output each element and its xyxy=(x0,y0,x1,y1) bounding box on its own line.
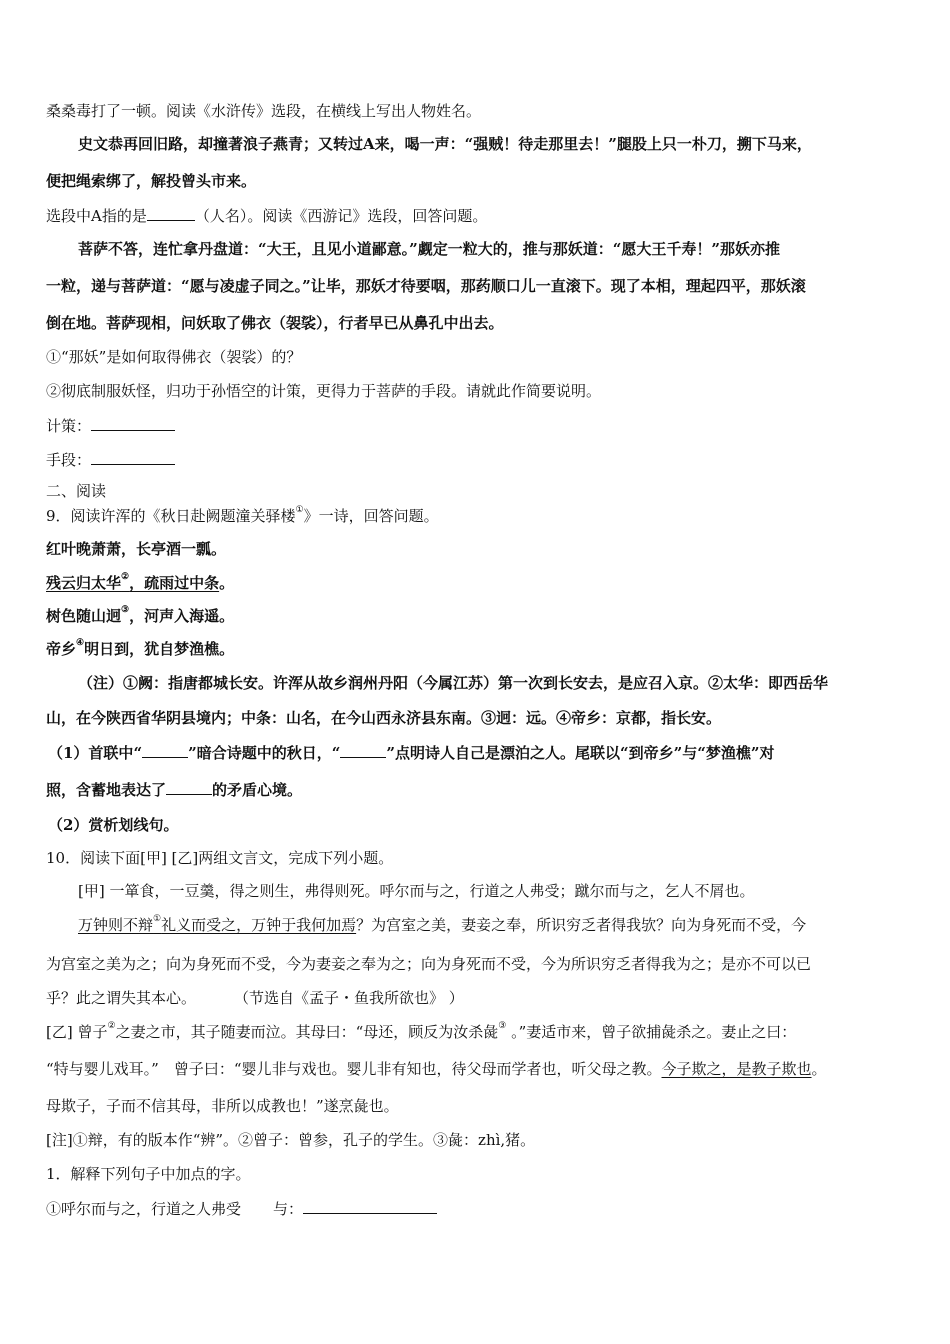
strategy-answer-line xyxy=(46,414,175,437)
question-9-text: 9．阅读许浑的《秋日赴阙题潼关驿楼 xyxy=(46,507,296,525)
sub-question-1: 1．解释下列句子中加点的字。 xyxy=(46,1165,251,1183)
question-item-2: ②彻底制服妖怪，归功于孙悟空的计策，更得力于菩萨的手段。请就此作简要说明。 xyxy=(46,382,602,400)
poem-line-3-part-1: 树色随山迥 xyxy=(46,607,122,625)
poem-line-2-period: 。 xyxy=(219,574,235,592)
footnote-marker: ① xyxy=(153,914,162,924)
underlined-poem-line xyxy=(46,574,219,592)
question-item-1: ①“那妖”是如何取得佛衣（袈裟）的？ xyxy=(46,348,302,366)
xiyou-excerpt-line-3: 倒在地。菩萨现相，问妖取了佛衣（袈裟），行者早已从鼻孔中出去。 xyxy=(46,314,504,332)
poem-line-2-part-1: 残云归太华 xyxy=(46,574,122,592)
question-a-prefix: 选段中A指的是 xyxy=(46,207,147,225)
question-9-prompt xyxy=(46,505,439,527)
answer-blank-season[interactable] xyxy=(142,741,188,758)
passage-yi-line-1 xyxy=(46,1021,796,1043)
question-9-1-text-b: ”暗合诗题中的秋日，“ xyxy=(188,744,341,762)
question-10-prompt: 10．阅读下面[甲] [乙]两组文言文，完成下列小题。 xyxy=(46,849,394,867)
xiyou-excerpt-line-2: 一粒，递与菩萨道：“愿与凌虚子同之。”让毕，那妖才待要咽，那药顺口儿一直滚下。现了本相，理起四平，那妖滚 xyxy=(46,277,806,295)
question-9-1-text-e: 的矛盾心境。 xyxy=(212,781,303,799)
question-a-line xyxy=(46,204,487,227)
xiyou-excerpt-line-1: 菩萨不答，连忙拿丹盘道：“大王，且见小道鄙意。”觑定一粒大的，推与那妖道：“愿大王千寿！”那妖亦推 xyxy=(78,240,781,258)
passage-jia-underline-b: 礼义而受之，万钟于我何加焉 xyxy=(161,916,357,934)
passage-jia-line-2-rest: ？为宫室之美，妻妾之奉，所识穷乏者得我欤？向为身死而不受，今 xyxy=(356,916,807,934)
strategy-label: 计策： xyxy=(46,417,92,435)
question-9-1-line-2 xyxy=(46,778,302,801)
poem-line-2-part-2: ，疏雨过中条 xyxy=(129,574,220,592)
poem-line-4-part-1: 帝乡 xyxy=(46,640,77,658)
poem-line-1: 红叶晚萧萧，长亭酒一瓢。 xyxy=(46,540,227,558)
shuihu-excerpt-line-2: 便把绳索绑了，解投曾头市来。 xyxy=(46,172,257,190)
question-9-1-text-a: （1）首联中“ xyxy=(48,744,143,762)
answer-blank-mood[interactable] xyxy=(166,778,212,795)
poem-notes-line-2: 山，在今陕西省华阴县境内；中条：山名，在今山西永济县东南。③迥：远。④帝乡：京都，指长安。 xyxy=(46,709,722,727)
passage-jia-line-4 xyxy=(46,987,464,1009)
passage-jia-line-1: [甲] 一箪食，一豆羹，得之则生，弗得则死。呼尔而与之，行道之人弗受；蹴尔而与之，乞人不屑也。 xyxy=(78,882,755,900)
sub-question-1-item-1 xyxy=(46,1197,437,1220)
passage-yi-line-2 xyxy=(46,1058,827,1080)
section-heading-reading: 二、阅读 xyxy=(46,482,107,500)
passage-jia-line-3: 为宫室之美为之；向为身死而不受，今为妻妾之奉为之；向为身死而不受，今为所识穷乏者得我为之；是亦不可以已 xyxy=(46,955,812,973)
strategy-answer-blank[interactable] xyxy=(91,414,175,431)
sub-question-1-sentence: ①呼尔而与之，行道之人弗受 xyxy=(46,1200,242,1218)
passage-yi-text-b: 之妻之市，其子随妻而泣。其母曰：“母还，顾反为汝杀彘 xyxy=(115,1023,499,1041)
passage-yi-text-c: 。”妻适市来，曾子欲捕彘杀之。妻止之曰： xyxy=(506,1023,797,1041)
annotation-note: [注]①辩，有的版本作“辨”。②曾子：曾参，孔子的学生。③彘：zhì,猪。 xyxy=(46,1131,536,1149)
question-9-1-text-d: 照，含蓄地表达了 xyxy=(46,781,167,799)
poem-line-4 xyxy=(46,638,234,660)
question-9-text-end: 》一诗，回答问题。 xyxy=(303,507,439,525)
poem-line-3-part-2: ，河声入海遥。 xyxy=(129,607,235,625)
poem-line-4-part-2: 明日到，犹自梦渔樵。 xyxy=(84,640,235,658)
passage-yi-text-d: “特与婴儿戏耳。” 曾子曰：“婴儿非与戏也。婴儿非有知也，待父母而学者也，听父母之教。 xyxy=(46,1060,662,1078)
passage-jia-source: （节选自《孟子・鱼我所欲也》 ） xyxy=(234,989,464,1007)
underlined-classical-sentence-yi: 今子欺之，是教子欺也 xyxy=(661,1060,812,1078)
footnote-marker: ② xyxy=(121,572,130,582)
poem-line-2 xyxy=(46,572,234,594)
footnote-marker: ② xyxy=(107,1021,116,1031)
question-9-1-line-1 xyxy=(48,741,775,764)
method-answer-blank[interactable] xyxy=(91,448,175,465)
shuihu-excerpt-line-1: 史文恭再回旧路，却撞著浪子燕青；又转过A来，喝一声：“强贼！待走那里去！”腿股上只一朴刀，搠下马来， xyxy=(78,135,812,153)
passage-jia-ending: 乎？此之谓失其本心。 xyxy=(46,989,197,1007)
text-line-1: 桑桑毒打了一顿。阅读《水浒传》选段，在横线上写出人物姓名。 xyxy=(46,102,482,120)
answer-blank-a[interactable] xyxy=(147,204,195,221)
answer-blank-wanderer[interactable] xyxy=(340,741,386,758)
passage-yi-line-3: 母欺子，子而不信其母，非所以成教也！”遂烹彘也。 xyxy=(46,1097,399,1115)
method-label: 手段： xyxy=(46,451,92,469)
footnote-marker: ④ xyxy=(76,638,85,648)
question-9-1-text-c: ”点明诗人自己是漂泊之人。尾联以“到帝乡”与“梦渔樵”对 xyxy=(386,744,775,762)
method-answer-line xyxy=(46,448,175,471)
passage-yi-period: 。 xyxy=(811,1060,827,1078)
question-a-suffix: （人名）。阅读《西游记》选段，回答问题。 xyxy=(194,207,488,225)
poem-line-3 xyxy=(46,605,234,627)
footnote-marker: ① xyxy=(295,505,304,515)
passage-yi-text-a: [乙] 曾子 xyxy=(46,1023,108,1041)
footnote-marker: ③ xyxy=(121,605,130,615)
question-9-2: （2）赏析划线句。 xyxy=(48,816,179,834)
passage-jia-line-2 xyxy=(78,914,806,936)
underlined-classical-sentence xyxy=(78,916,356,934)
poem-notes-line-1: （注）①阙：指唐都城长安。许浑从故乡润州丹阳（今属江苏）第一次到长安去，是应召入京。②太华：即西岳华 xyxy=(78,674,829,692)
answer-blank-yu[interactable] xyxy=(303,1197,437,1214)
sub-question-1-label: 与： xyxy=(273,1200,304,1218)
footnote-marker: ③ xyxy=(498,1021,507,1031)
passage-jia-underline-a: 万钟则不辩 xyxy=(78,916,154,934)
